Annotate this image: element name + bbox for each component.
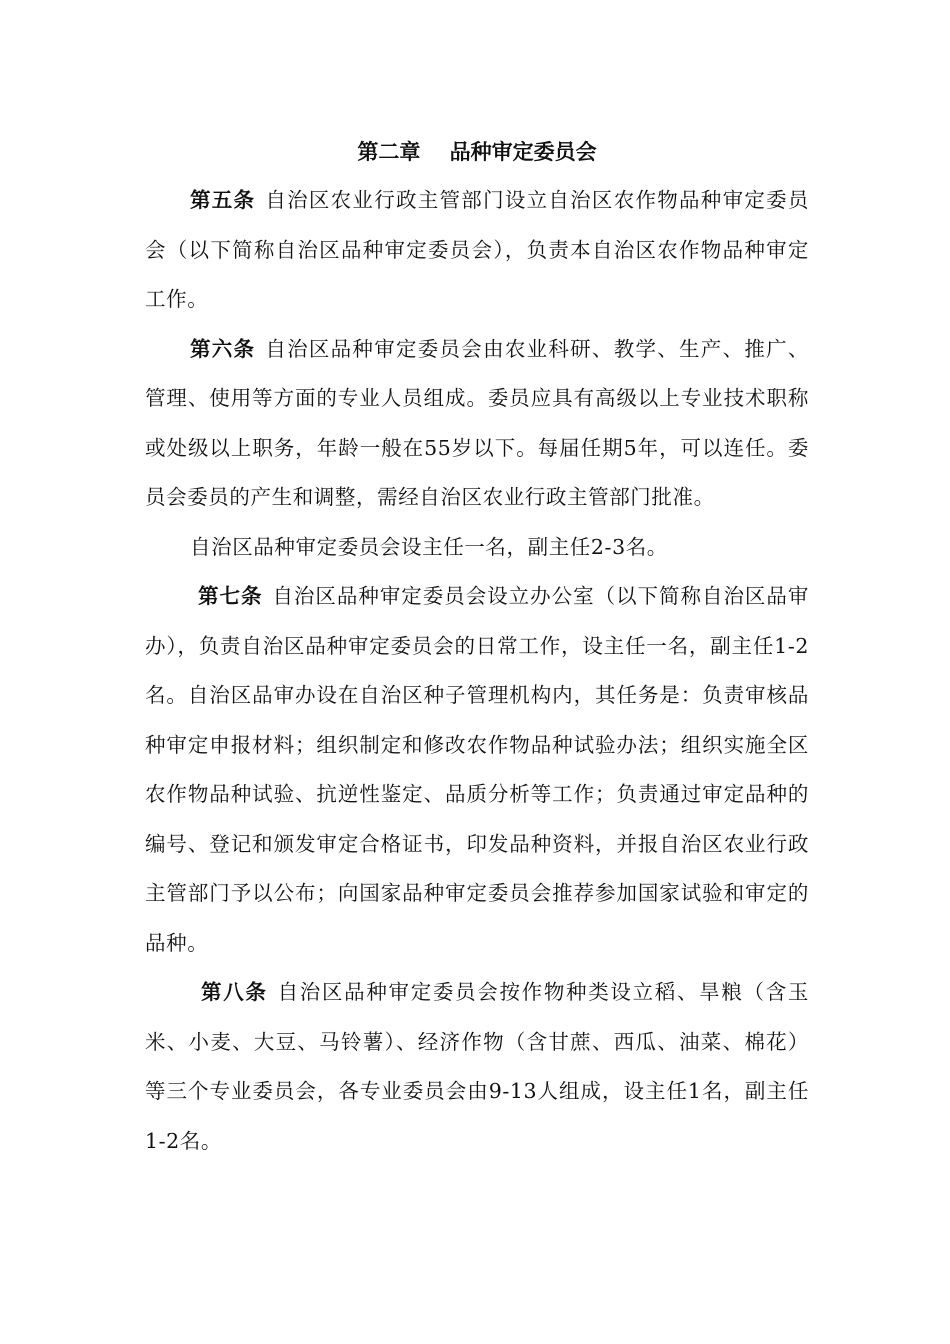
article-number: 第七条	[198, 584, 263, 608]
article-number: 第六条	[190, 336, 256, 361]
chapter-title: 第二章 品种审定委员会	[357, 139, 597, 164]
article-6-paragraph-2	[145, 523, 809, 573]
article-number: 第五条	[190, 188, 256, 212]
document-body	[145, 128, 809, 1166]
article-text: 自治区品种审定委员会由农业科研、教学、生产、推广、管理、使用等方面的专业人员组成。委员应具有高级以上专业技术职称或处级以上职务，年龄一般在55岁以下。每届任期5年，可以连任。委员会委员的产生和调整，需经自治区农业行政主管部门批准。	[145, 336, 809, 509]
article-8	[145, 968, 809, 1166]
article-7	[145, 572, 809, 968]
article-5	[145, 176, 809, 325]
article-6	[145, 325, 809, 523]
article-text: 自治区品种审定委员会按作物种类设立稻、旱粮（含玉米、小麦、大豆、马铃薯）、经济作物（含甘蔗、西瓜、油菜、棉花）等三个专业委员会，各专业委员会由9-13人组成，设主任1名，副主任1-2名。	[145, 980, 809, 1153]
article-text: 自治区品种审定委员会设主任一名，副主任2-3名。	[190, 534, 668, 559]
article-text: 自治区农业行政主管部门设立自治区农作物品种审定委员会（以下简称自治区品种审定委员会），负责本自治区农作物品种审定工作。	[145, 188, 809, 311]
article-text: 自治区品种审定委员会设立办公室（以下简称自治区品审办），负责自治区品种审定委员会的日常工作，设主任一名，副主任1-2名。自治区品审办设在自治区种子管理机构内，其任务是：负责审核品种审定申报材料；组织制定和修改农作物品种试验办法；组织实施全区农作物品种试验、抗逆性鉴定、品质分析等工作；负责通过审定品种的编号、登记和颁发审定合格证书，印发品种资料，并报自治区农业行政主管部门予以公布；向国家品种审定委员会推荐参加国家试验和审定的品种。	[145, 584, 809, 955]
article-number: 第八条	[201, 980, 268, 1004]
